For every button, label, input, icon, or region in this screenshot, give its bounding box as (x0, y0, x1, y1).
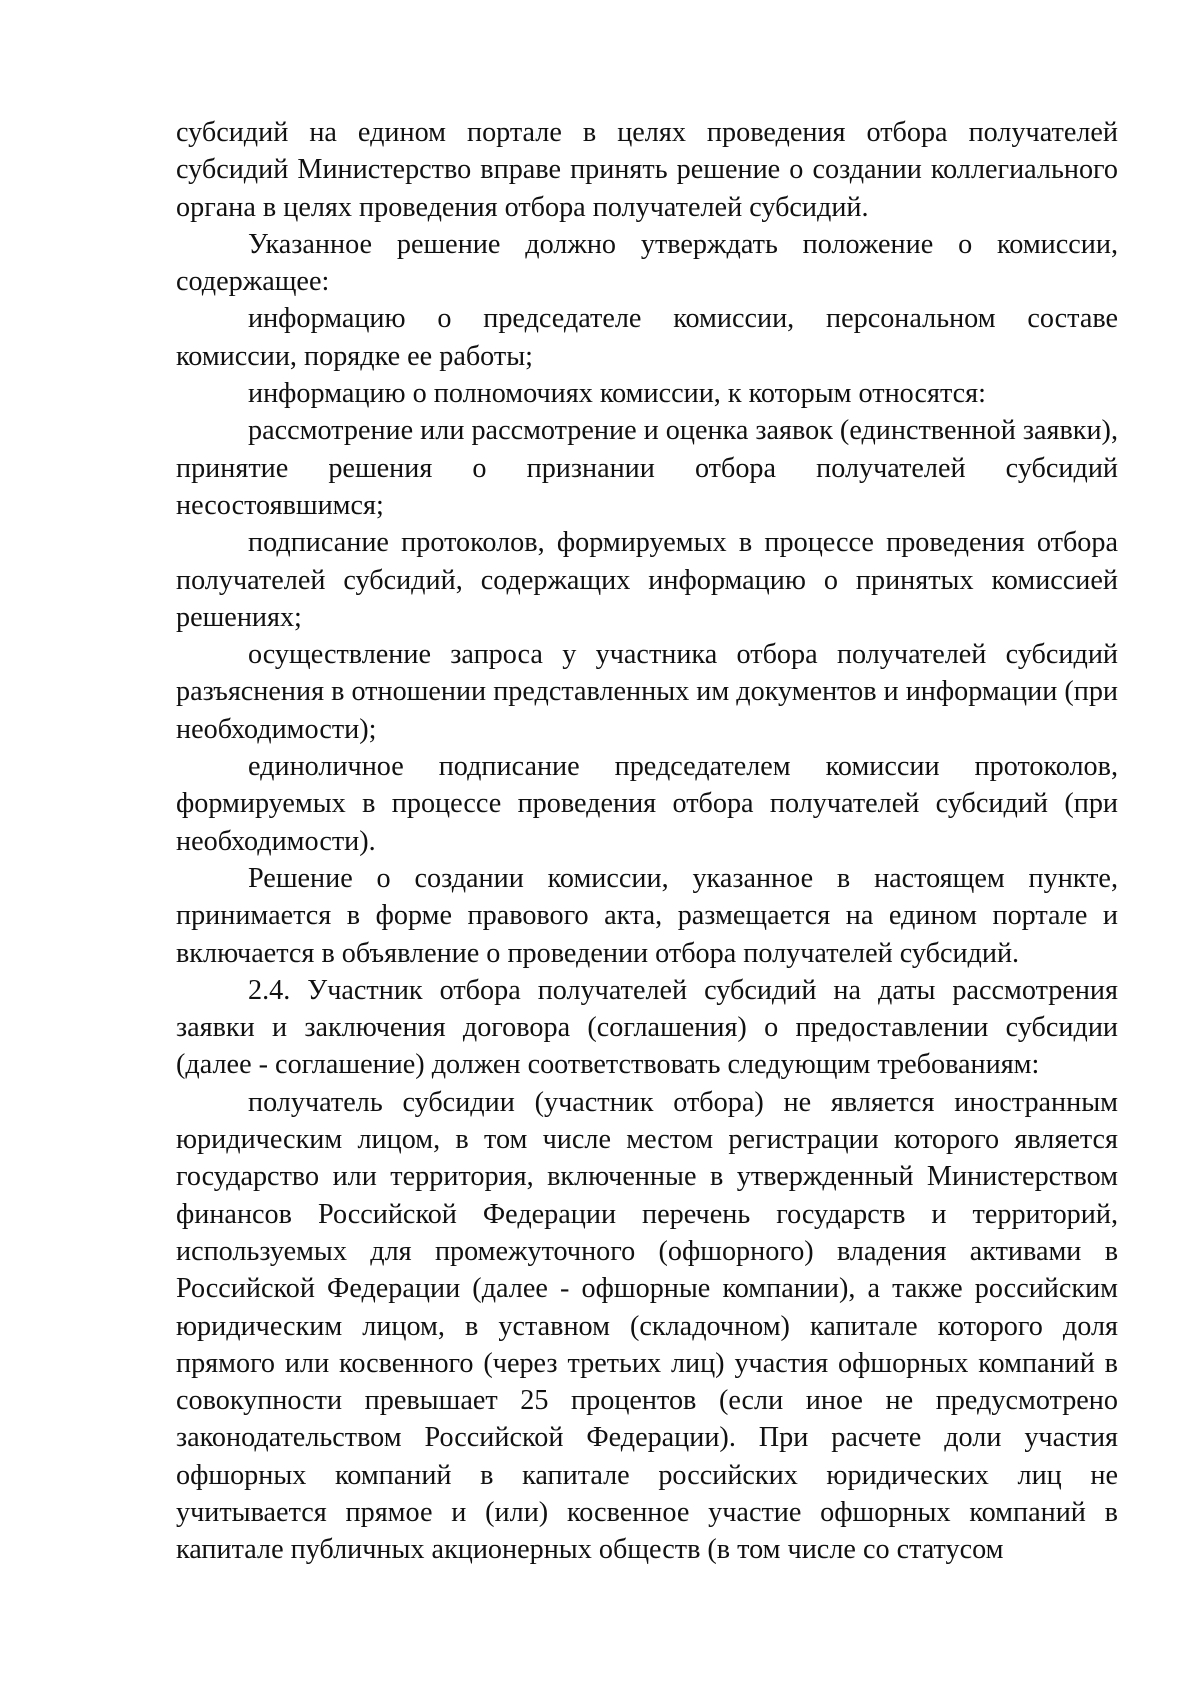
paragraph: получатель субсидии (участник отбора) не является иностранным юридическим лицом, в том числе местом регистрации которого является государство или территория, включенные в утвержденный Министерством финансов Российской Федерации перечень государств и территорий, используемых для промежуточного (офшорного) владения активами в Российской Федерации (далее - офшорные компании), а также российским юридическим лицом, в уставном (складочном) капитале которого доля прямого или косвенного (через третьих лиц) участия офшорных компаний в совокупности превышает 25 процентов (если иное не предусмотрено законодательством Российской Федерации). При расчете доли участия офшорных компаний в капитале российских юридических лиц не учитывается прямое и (или) косвенное участие офшорных компаний в капитале публичных акционерных обществ (в том числе со статусом (176, 1086, 1118, 1566)
paragraph: Решение о создании комиссии, указанное в настоящем пункте, принимается в форме правового акта, размещается на едином портале и включается в объявление о проведении отбора получателей субсидий. (176, 862, 1118, 969)
paragraph: подписание протоколов, формируемых в процессе проведения отбора получателей субсидий, содержащих информацию о принятых комиссией решениях; (176, 527, 1118, 633)
paragraph: информацию о председателе комиссии, персональном составе комиссии, порядке ее работы; (176, 303, 1118, 372)
paragraph: Указанное решение должно утверждать положение о комиссии, содержащее: (176, 228, 1118, 298)
paragraph: рассмотрение или рассмотрение и оценка заявок (единственной заявки), принятие решения о признании отбора получателей субсидий несостоявшимся; (176, 415, 1118, 521)
paragraph: осуществление запроса у участника отбора получателей субсидий разъяснения в отношении представленных им документов и информации (при необходимости); (176, 639, 1118, 745)
document-body (176, 114, 1118, 1569)
paragraph: субсидий на едином портале в целях проведения отбора получателей субсидий Министерство вправе принять решение о создании коллегиального органа в целях проведения отбора получателей субсидий. (176, 117, 1118, 223)
paragraph: информацию о полномочиях комиссии, к которым относятся: (248, 378, 986, 410)
paragraph: 2.4. Участник отбора получателей субсидий на даты рассмотрения заявки и заключения договора (соглашения) о предоставлении субсидии (далее - соглашение) должен соответствовать следующим требованиям: (176, 974, 1118, 1081)
paragraph: единоличное подписание председателем комиссии протоколов, формируемых в процессе проведения отбора получателей субсидий (при необходимости). (176, 751, 1118, 857)
